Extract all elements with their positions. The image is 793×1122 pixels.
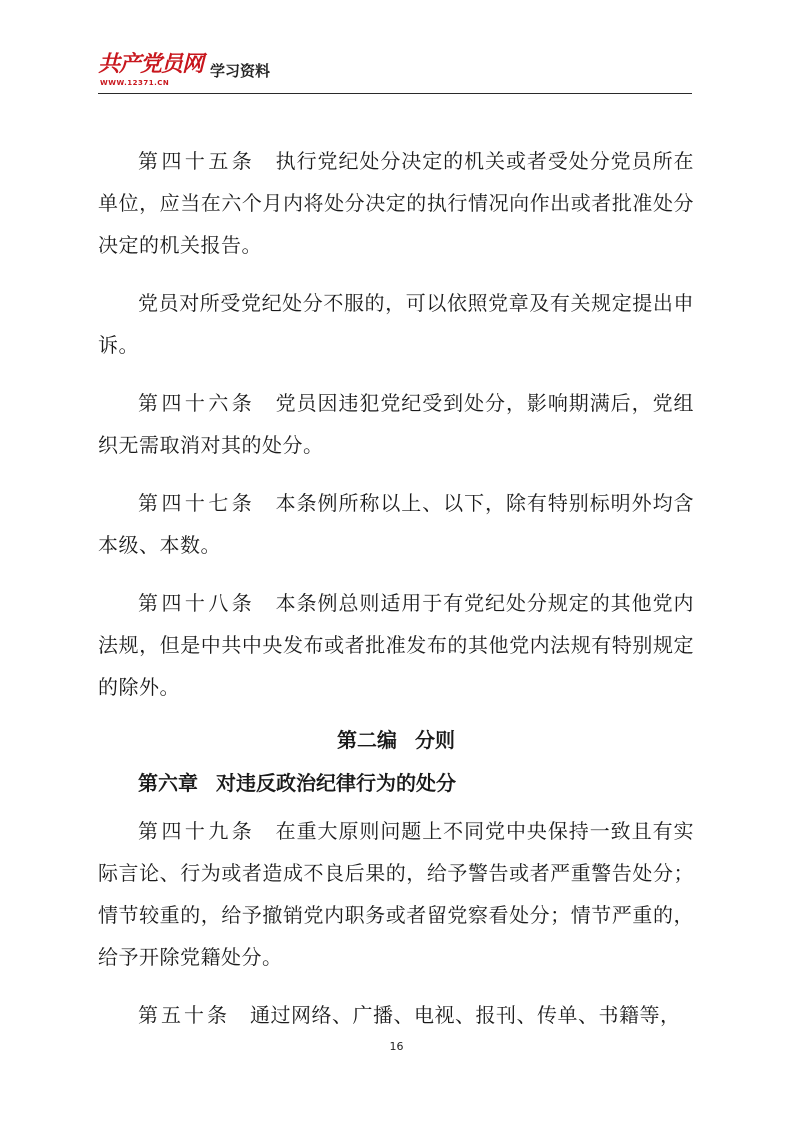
article-text: 执行党纪处分决定的机关或者受处分党员所在单位，应当在六个月内将处分决定的执行情况向作出或者批准处分决定的机关报告。 <box>98 149 695 257</box>
article-text: 通过网络、广播、电视、报刊、传单、书籍等， <box>250 1003 681 1027</box>
section-label: 学习资料 <box>210 62 271 80</box>
article-text: 本条例所称以上、以下，除有特别标明外均含本级、本数。 <box>98 491 695 557</box>
article-number: 第四十五条 <box>138 149 256 173</box>
article-paragraph <box>98 140 694 266</box>
part-number: 第二编 <box>337 728 397 752</box>
article-number: 第五十条 <box>138 1003 230 1027</box>
part-title: 分则 <box>415 728 455 752</box>
article-number: 第四十六条 <box>138 391 256 415</box>
chapter-heading <box>98 764 694 802</box>
site-logo: 共产党员网 <box>98 51 204 77</box>
article-paragraph <box>98 482 694 566</box>
site-url: WWW.12371.CN <box>100 79 170 87</box>
page-header <box>98 50 692 96</box>
chapter-title: 对违反政治纪律行为的处分 <box>216 771 456 795</box>
article-paragraph <box>98 810 694 978</box>
article-number: 第四十九条 <box>138 819 256 843</box>
article-paragraph <box>98 282 694 366</box>
chapter-number: 第六章 <box>138 771 198 795</box>
article-paragraph <box>98 582 694 708</box>
document-body <box>98 140 694 1052</box>
article-number: 第四十八条 <box>138 591 256 615</box>
part-heading <box>98 722 694 758</box>
article-number: 第四十七条 <box>138 491 256 515</box>
page-number: 16 <box>389 1040 404 1053</box>
article-text: 党员因违犯党纪受到处分，影响期满后，党组织无需取消对其的处分。 <box>98 391 695 457</box>
article-text: 在重大原则问题上不同党中央保持一致且有实际言论、行为或者造成不良后果的，给予警告或者严重警告处分；情节较重的，给予撤销党内职务或者留党察看处分；情节严重的，给予开除党籍处分。 <box>98 819 695 969</box>
article-paragraph <box>98 382 694 466</box>
article-text: 党员对所受党纪处分不服的，可以依照党章及有关规定提出申诉。 <box>98 291 694 357</box>
article-paragraph <box>98 994 694 1036</box>
article-text: 本条例总则适用于有党纪处分规定的其他党内法规，但是中共中央发布或者批准发布的其他党内法规有特别规定的除外。 <box>98 591 695 699</box>
header-divider <box>98 93 692 94</box>
